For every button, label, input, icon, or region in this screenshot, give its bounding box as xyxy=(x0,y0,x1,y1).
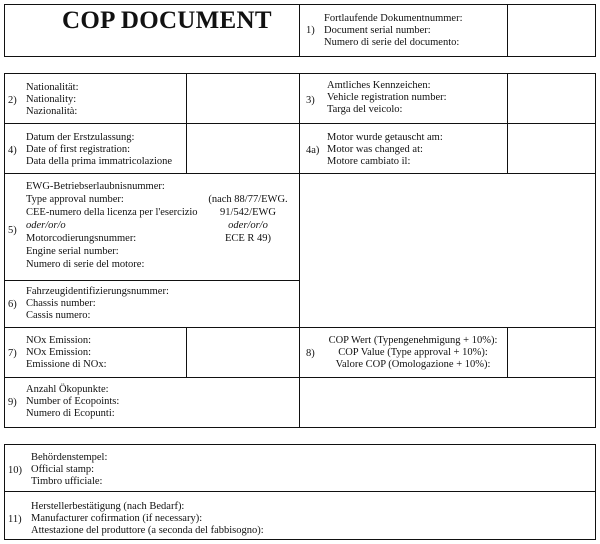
nationality-field[interactable] xyxy=(187,74,299,123)
field-number-2: 2) xyxy=(8,95,17,106)
official-stamp-field[interactable] xyxy=(250,445,595,491)
label-line: Numero di serie del documento: xyxy=(324,37,460,48)
motor-changed-field[interactable] xyxy=(508,124,595,173)
type-approval-label xyxy=(26,181,198,271)
label-line: Document serial number: xyxy=(324,25,431,36)
note-line: ECE R 49) xyxy=(224,233,272,244)
label-line: Anzahl Ökopunkte: xyxy=(26,384,109,395)
cop-value-field[interactable] xyxy=(508,328,595,377)
field-number-9: 9) xyxy=(8,397,17,408)
field-number-4a: 4a) xyxy=(306,145,320,156)
label-line: Motore cambiato il: xyxy=(327,156,411,167)
field-number-7: 7) xyxy=(8,348,17,359)
label-line: NOx Emission: xyxy=(26,335,92,346)
label-line: Nazionalità: xyxy=(26,106,78,117)
label-line: Motor wurde getauscht am: xyxy=(327,132,443,143)
label-line: Datum der Erstzulassung: xyxy=(26,132,135,143)
label-line: Type approval number: xyxy=(26,194,124,205)
field-number-8: 8) xyxy=(306,348,315,359)
label-line: Numero di serie del motore: xyxy=(26,259,145,270)
label-line: Numero di Ecopunti: xyxy=(26,408,115,419)
label-line: Cassis numero: xyxy=(26,310,91,321)
chassis-number-label xyxy=(26,286,169,322)
label-line: Fahrzeugidentifizierungsnummer: xyxy=(26,286,169,297)
section-b-row-line xyxy=(4,491,596,492)
header-divider-1 xyxy=(299,4,300,57)
label-line: Data della prima immatricolazione xyxy=(26,156,173,167)
label-line: Nationalität: xyxy=(26,82,79,93)
nationality-label xyxy=(26,82,79,118)
left-row-line xyxy=(4,377,300,378)
field-number-4: 4) xyxy=(8,145,17,156)
field-number-10: 10) xyxy=(8,465,22,476)
label-line: oder/or/o xyxy=(26,220,66,231)
field-number-5: 5) xyxy=(8,225,17,236)
label-line: Timbro ufficiale: xyxy=(31,476,103,487)
first-registration-label xyxy=(26,132,172,168)
label-line: Vehicle registration number: xyxy=(327,92,447,103)
left-row-line xyxy=(4,280,300,281)
label-line: Motorcodierungsnummer: xyxy=(26,233,137,244)
label-line: Nationality: xyxy=(26,94,77,105)
label-line: NOx Emission: xyxy=(26,347,92,358)
first-registration-field[interactable] xyxy=(187,124,299,173)
ecopoints-field[interactable] xyxy=(300,378,595,427)
motor-changed-label xyxy=(327,132,443,168)
label-line: Fortlaufende Dokumentnummer: xyxy=(324,13,463,24)
label-line: Amtliches Kennzeichen: xyxy=(327,80,431,91)
official-stamp-label xyxy=(31,452,107,488)
left-row-line xyxy=(4,173,300,174)
document-title: COP DOCUMENT xyxy=(62,7,272,34)
note-line: (nach 88/77/EWG. xyxy=(208,194,288,205)
serial-number-label xyxy=(324,13,463,49)
label-line: Emissione di NOx: xyxy=(26,359,107,370)
label-line: EWG-Betriebserlaubnisnummer: xyxy=(26,181,165,192)
field-number-11: 11) xyxy=(8,514,22,525)
label-line: Motor was changed at: xyxy=(327,144,423,155)
note-line: 91/542/EWG xyxy=(220,207,276,218)
label-line: Attestazione del produttore (a seconda del fabbisogno): xyxy=(31,525,264,536)
registration-field[interactable] xyxy=(508,74,595,123)
nox-emission-field[interactable] xyxy=(187,328,299,377)
label-line: COP Value (Type approval + 10%): xyxy=(338,347,488,358)
label-line: Manufacturer cofirmation (if necessary): xyxy=(31,513,203,524)
label-line: Date of first registration: xyxy=(26,144,131,155)
label-line: Valore COP (Omologazione + 10%): xyxy=(335,359,491,370)
cop-value-label xyxy=(320,335,506,371)
label-line: Chassis number: xyxy=(26,298,96,309)
field-number-1: 1) xyxy=(306,25,315,36)
note-line: oder/or/o xyxy=(228,220,268,231)
field-number-6: 6) xyxy=(8,299,17,310)
label-line: Behördenstempel: xyxy=(31,452,108,463)
label-line: CEE-numero della licenza per l'esercizio xyxy=(26,207,198,218)
ecopoints-label xyxy=(26,384,119,420)
label-line: Herstellerbestätigung (nach Bedarf): xyxy=(31,501,185,512)
nox-emission-label xyxy=(26,335,107,371)
label-line: Number of Ecopoints: xyxy=(26,396,120,407)
type-approval-field[interactable] xyxy=(300,174,595,327)
label-line: COP Wert (Typengenehmigung + 10%): xyxy=(328,335,498,346)
label-line: Targa del veicolo: xyxy=(327,104,403,115)
manufacturer-confirmation-label xyxy=(31,501,264,537)
field-number-3: 3) xyxy=(306,95,315,106)
label-line: Official stamp: xyxy=(31,464,95,475)
regulation-note xyxy=(205,194,291,245)
serial-number-field[interactable] xyxy=(508,5,595,56)
registration-label xyxy=(327,80,447,116)
label-line: Engine serial number: xyxy=(26,246,119,257)
